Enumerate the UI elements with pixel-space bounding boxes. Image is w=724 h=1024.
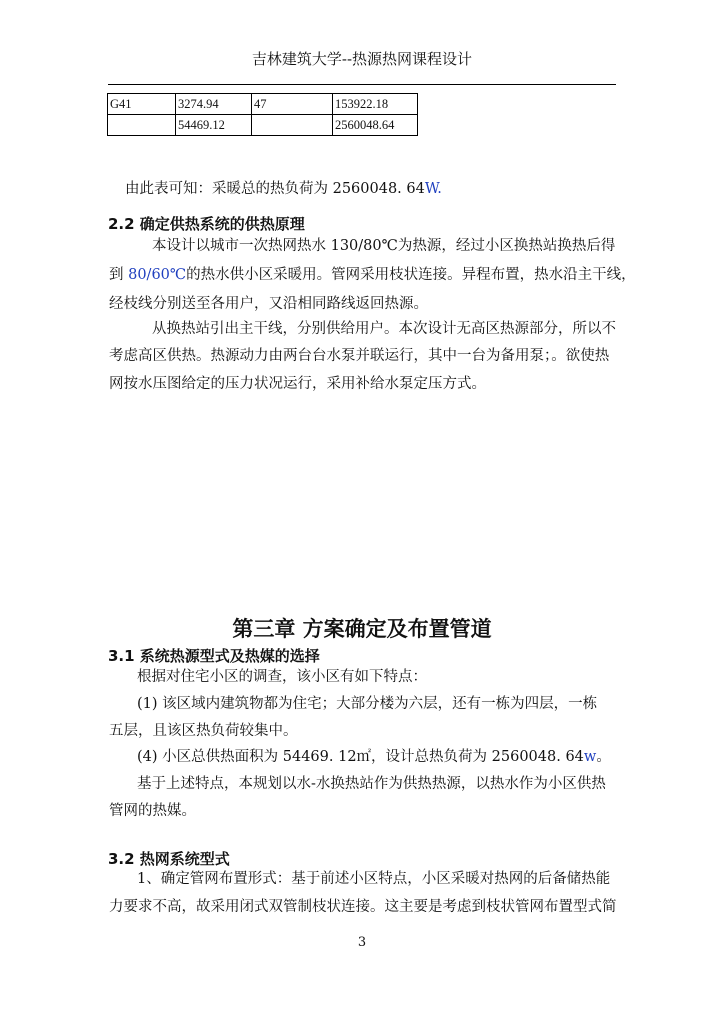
load-unit: w — [583, 749, 597, 765]
summary-text: 由此表可知：采暖总的热负荷为 2560048. 64 — [125, 181, 425, 197]
page-header: 吉林建筑大学--热源热网课程设计 — [251, 50, 473, 68]
table-cell — [108, 115, 176, 136]
table-cell: 2560048.64 — [333, 115, 418, 136]
summary-paragraph — [125, 177, 442, 198]
paragraph-line: 1、确定管网布置形式：基于前述小区特点，小区采暖对热网的后备储热能 — [137, 871, 611, 887]
line-end: 。 — [596, 749, 611, 765]
table-cell: 153922.18 — [333, 94, 418, 115]
paragraph-line: 网按水压图给定的压力状况运行，采用补给水泵定压方式。 — [109, 376, 486, 392]
line-text: 的热水供小区采暖用。管网采用枝状连接。异程布置，热水沿主干线， — [186, 267, 636, 283]
table-row — [108, 115, 418, 136]
paragraph-line: 管网的热媒。 — [109, 803, 196, 819]
table-cell: 47 — [252, 94, 333, 115]
page-number: 3 — [357, 935, 367, 950]
paragraph-line — [109, 263, 636, 284]
paragraph-line: 五层，且该区热负荷较集中。 — [109, 723, 298, 739]
paragraph-line: 根据对住宅小区的调查，该小区有如下特点： — [137, 669, 427, 685]
paragraph-line: (1) 该区域内建筑物都为住宅；大部分楼为六层，还有一栋为四层，一栋 — [137, 696, 598, 712]
table-cell: 3274.94 — [176, 94, 252, 115]
chapter-title: 第三章 方案确定及布置管道 — [232, 617, 492, 641]
paragraph-line: 力要求不高，故采用闭式双管制枝状连接。这主要是考虑到枝状管网布置型式简 — [109, 899, 617, 915]
paragraph-line: 考虑高区供热。热源动力由两台台水泵并联运行，其中一台为备用泵；。欲使热 — [109, 348, 610, 364]
section-3-2-heading: 3.2 热网系统型式 — [108, 850, 230, 868]
line-prefix: 到 — [109, 267, 129, 283]
header-rule — [108, 84, 616, 85]
table-cell: 54469.12 — [176, 115, 252, 136]
summary-unit: W. — [424, 181, 442, 197]
paragraph-line: 本设计以城市一次热网热水 130/80℃为热源，经过小区换热站换热后得 — [152, 238, 616, 254]
table-cell: G41 — [108, 94, 176, 115]
line-text: (4) 小区总供热面积为 54469. 12㎡，设计总热负荷为 2560048. 64 — [137, 749, 584, 765]
paragraph-line: 基于上述特点，本规划以水-水换热站作为供热热源，以热水作为小区供热 — [137, 776, 606, 792]
paragraph-line: 经枝线分别送至各用户，又沿相同路线返回热源。 — [109, 296, 428, 312]
heat-load-table — [107, 93, 418, 136]
section-2-2-heading: 2.2 确定供热系统的供热原理 — [108, 215, 305, 233]
paragraph-line — [137, 745, 611, 766]
table-cell — [252, 115, 333, 136]
section-3-1-heading: 3.1 系统热源型式及热媒的选择 — [108, 647, 320, 665]
paragraph-line: 从换热站引出主干线，分别供给用户。本次设计无高区热源部分，所以不 — [152, 321, 616, 337]
temperature-value: 80/60℃ — [128, 267, 187, 283]
table-row — [108, 94, 418, 115]
